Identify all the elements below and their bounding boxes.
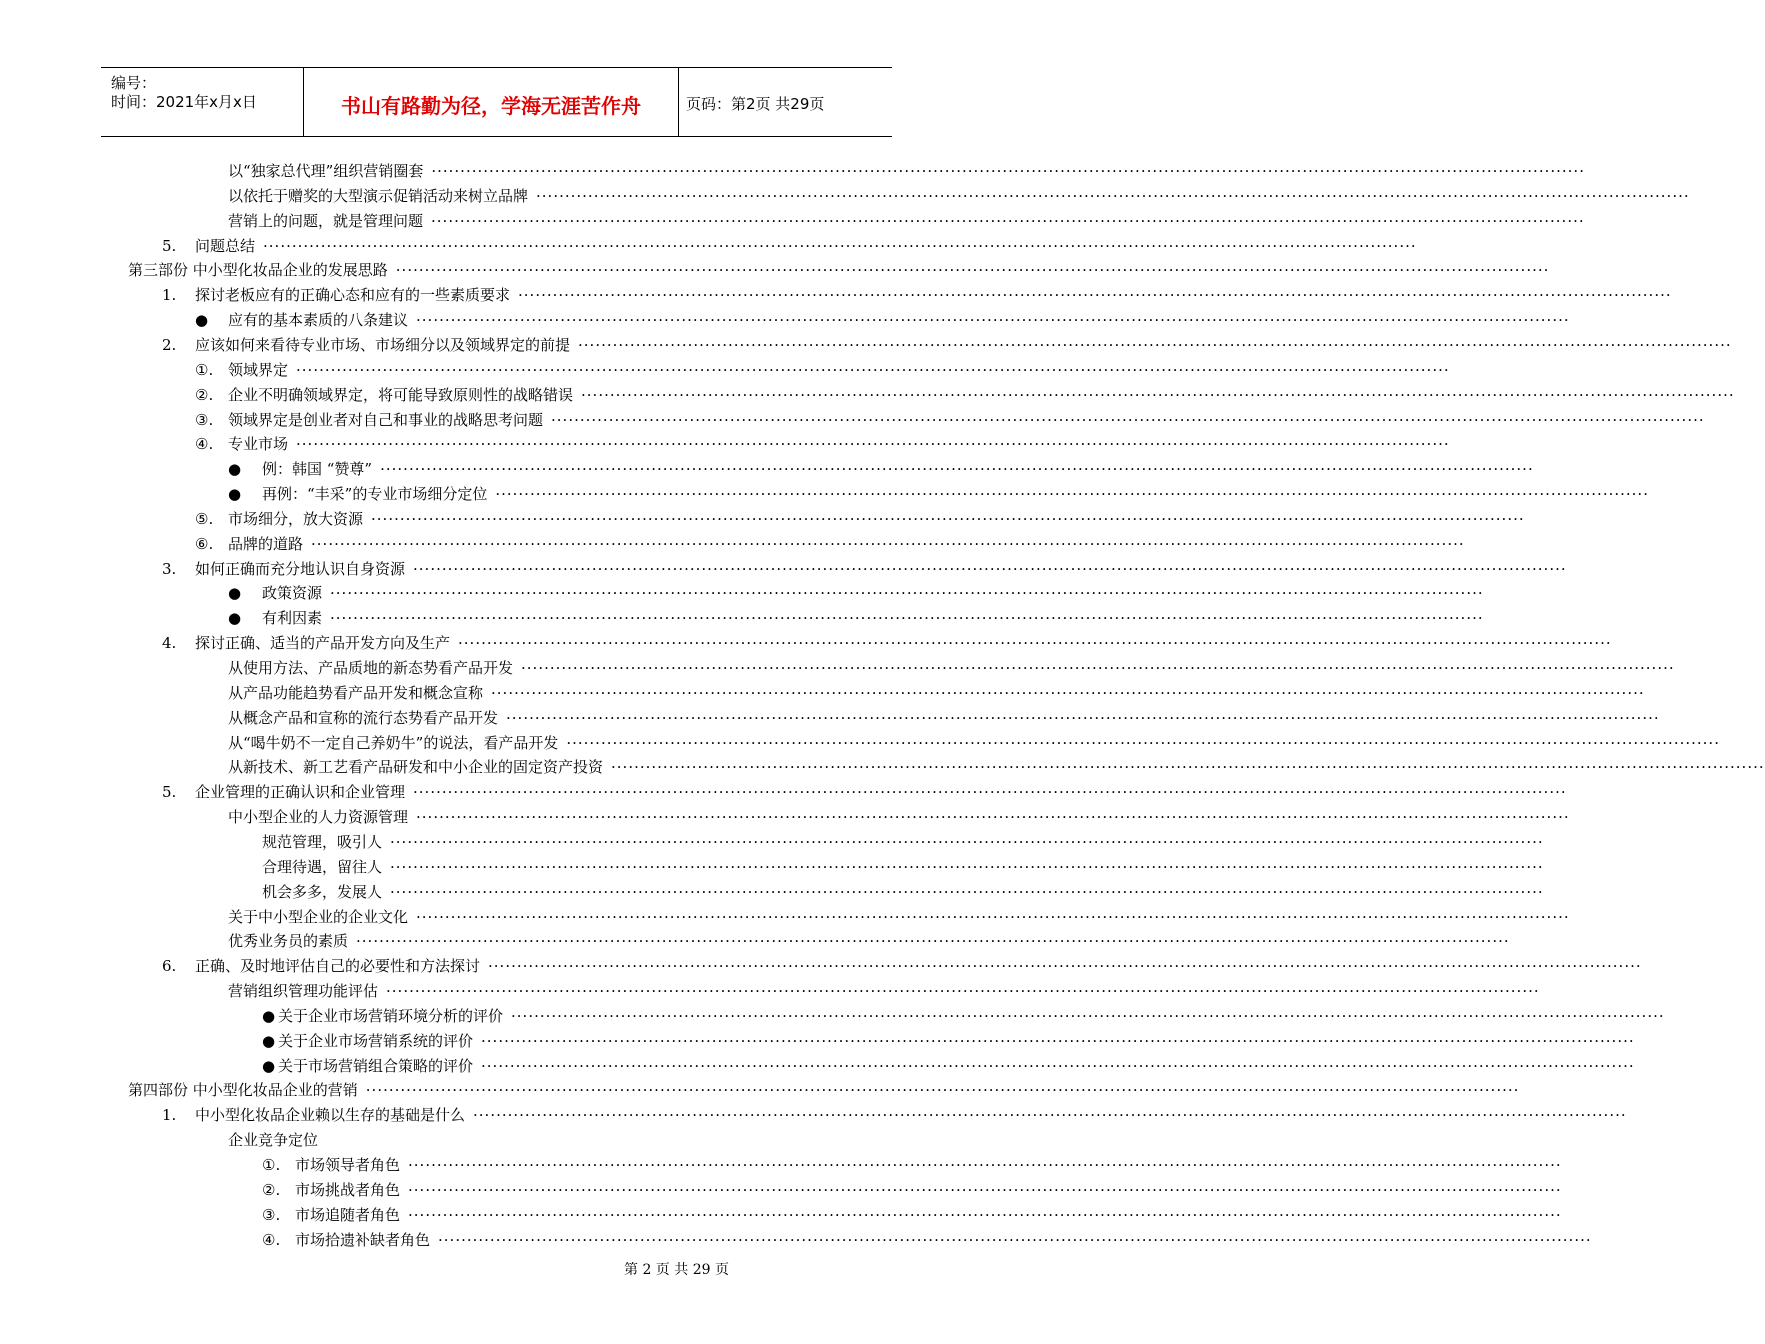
toc-entry[interactable] xyxy=(0,756,1765,778)
toc-entry-number: ④. xyxy=(262,1230,281,1249)
toc-entry-title: 关于企业市场营销环境分析的评价 xyxy=(278,1006,504,1025)
toc-entry-number: 5. xyxy=(162,236,177,255)
header-meta-cell xyxy=(101,68,303,136)
time-label: 时间：2021年x月x日 xyxy=(111,93,257,111)
toc-entry-title: 品牌的道路 xyxy=(228,534,304,553)
toc-entry-title: 问题总结 xyxy=(195,236,256,255)
toc-entry[interactable] xyxy=(0,582,1484,604)
toc-leader-dots: ········································································································································································································ xyxy=(536,186,1690,205)
bullet-icon: ● xyxy=(262,1006,276,1025)
toc-entry-number: ①. xyxy=(262,1156,281,1174)
toc-entry-title: 关于中小型企业的企业文化 xyxy=(228,907,409,926)
toc-entry[interactable] xyxy=(0,732,1720,754)
toc-entry-title: 从产品功能趋势看产品开发和概念宣称 xyxy=(228,683,484,702)
toc-entry[interactable] xyxy=(0,309,1570,331)
toc-entry[interactable] xyxy=(0,433,1450,455)
toc-leader-dots: ········································································································································································································ xyxy=(416,907,1570,926)
bullet-icon: ● xyxy=(228,609,242,628)
toc-leader-dots: ········································································································································································································ xyxy=(371,509,1525,528)
toc-leader-dots: ········································································································································································································ xyxy=(395,261,1550,280)
toc-entry[interactable] xyxy=(0,508,1525,530)
toc-entry-title: 以依托于赠奖的大型演示促销活动来树立品牌 xyxy=(228,186,529,205)
toc-leader-dots: ········································································································································································································ xyxy=(506,708,1660,727)
toc-leader-dots: ········································································································································································································ xyxy=(380,460,1534,479)
toc-entry-number: ③. xyxy=(262,1205,281,1224)
page-header xyxy=(101,67,892,137)
toc-entry[interactable] xyxy=(0,682,1645,704)
toc-entry-title: 关于企业市场营销系统的评价 xyxy=(278,1031,474,1050)
toc-leader-dots: ········································································································································································································ xyxy=(521,659,1675,677)
toc-leader-dots: ········································································································································································································ xyxy=(481,1031,1635,1050)
header-page-cell xyxy=(678,68,892,136)
toc-leader-dots: ········································································································································································································ xyxy=(413,559,1567,578)
toc-entry[interactable] xyxy=(0,781,1567,803)
page-footer: 第 2 页 共 29 页 xyxy=(624,1262,729,1278)
toc-leader-dots: ········································································································································································································ xyxy=(431,211,1585,230)
toc-leader-dots: ········································································································································································································ xyxy=(416,808,1570,827)
toc-leader-dots: ········································································································································································································ xyxy=(511,1006,1665,1025)
toc-leader-dots: ········································································································································································································ xyxy=(611,758,1765,777)
toc-leader-dots: ········································································································································································································ xyxy=(481,1056,1635,1075)
toc-entry-title: 第三部份 中小型化妆品企业的发展思路 xyxy=(128,261,388,280)
toc-entry[interactable] xyxy=(0,1079,1520,1101)
toc-entry[interactable] xyxy=(0,235,1417,257)
toc-entry[interactable] xyxy=(0,906,1570,928)
toc-entry-title: 企业不明确领域界定，将可能导致原则性的战略错误 xyxy=(228,385,574,404)
toc-entry[interactable] xyxy=(0,1104,1627,1126)
toc-leader-dots: ········································································································································································································ xyxy=(458,634,1612,653)
toc-leader-dots: ········································································································································································································ xyxy=(408,1156,1562,1174)
toc-entry-title: 从“喝牛奶不一定自己养奶牛”的说法，看产品开发 xyxy=(228,733,559,752)
toc-leader-dots: ········································································································································································································ xyxy=(390,882,1544,901)
toc-entry-title: 营销组织管理功能评估 xyxy=(228,982,379,1001)
toc-entry-title: 市场拾遗补缺者角色 xyxy=(295,1230,431,1249)
toc-entry[interactable] xyxy=(0,160,1585,182)
toc-entry-title: 政策资源 xyxy=(262,584,323,603)
bullet-icon: ● xyxy=(262,1056,276,1075)
toc-entry[interactable] xyxy=(0,558,1567,580)
serial-label: 编号： xyxy=(111,74,157,92)
toc-entry-title: 探讨老板应有的正确心态和应有的一些素质要求 xyxy=(195,286,511,305)
bullet-icon: ● xyxy=(228,485,242,504)
toc-entry-title: 应该如何来看待专业市场、市场细分以及领域界定的前提 xyxy=(195,335,571,354)
toc-entry[interactable] xyxy=(0,980,1540,1002)
toc-entry[interactable] xyxy=(0,533,1465,555)
toc-entry-title: 领域界定是创业者对自己和事业的战略思考问题 xyxy=(228,410,544,429)
toc-entry[interactable] xyxy=(0,657,1675,679)
toc-entry-title: 领域界定 xyxy=(228,360,289,379)
toc-leader-dots: ········································································································································································································ xyxy=(311,534,1465,553)
toc-entry-title: 如何正确而充分地认识自身资源 xyxy=(195,559,406,578)
toc-leader-dots: ········································································································································································································ xyxy=(473,1106,1627,1125)
toc-entry-title: 有利因素 xyxy=(262,609,323,628)
toc-leader-dots: ········································································································································································································ xyxy=(330,609,1484,628)
toc-entry[interactable] xyxy=(0,707,1660,729)
bullet-icon: ● xyxy=(262,1031,276,1050)
toc-entry-title: 例：韩国 “赞尊” xyxy=(262,460,373,479)
toc-entry-title: 中小型企业的人力资源管理 xyxy=(228,808,409,827)
toc-entry-title: 市场领导者角色 xyxy=(295,1156,401,1174)
toc-entry[interactable] xyxy=(0,210,1585,232)
toc-entry-title: 合理待遇，留往人 xyxy=(262,857,383,876)
toc-entry-number: 1. xyxy=(162,1106,177,1125)
toc-entry-title: 企业管理的正确认识和企业管理 xyxy=(195,783,406,802)
toc-entry-number: 3. xyxy=(162,559,177,578)
toc-entry[interactable] xyxy=(0,284,1672,306)
toc-leader-dots: ········································································································································································································ xyxy=(416,311,1570,330)
toc-leader-dots: ········································································································································································································ xyxy=(518,286,1672,305)
toc-entry-title: 从新技术、新工艺看产品研发和中小企业的固定资产投资 xyxy=(228,758,604,777)
toc-entry-number: 5. xyxy=(162,783,177,802)
toc-entry[interactable] xyxy=(0,806,1570,828)
toc-leader-dots: ········································································································································································································ xyxy=(408,1205,1562,1224)
toc-leader-dots: ········································································································································································································ xyxy=(431,162,1585,180)
toc-entry[interactable] xyxy=(0,1204,1562,1226)
toc-entry[interactable] xyxy=(0,1179,1562,1201)
toc-entry-number: ④. xyxy=(195,435,214,454)
toc-leader-dots: ········································································································································································································ xyxy=(581,385,1735,404)
toc-entry-title: 市场细分，放大资源 xyxy=(228,509,364,528)
bullet-icon: ● xyxy=(228,460,242,479)
toc-entry-title: 应有的基本素质的八条建议 xyxy=(228,311,409,330)
toc-leader-dots: ········································································································································································································ xyxy=(488,957,1642,976)
toc-entry[interactable] xyxy=(0,930,1510,952)
toc-entry[interactable] xyxy=(0,1005,1665,1027)
toc-entry-title: 关于市场营销组合策略的评价 xyxy=(278,1056,474,1075)
toc-leader-dots: ········································································································································································································ xyxy=(296,435,1450,454)
toc-entry[interactable] xyxy=(0,259,1550,281)
toc-entry-title: 机会多多，发展人 xyxy=(262,882,383,901)
toc-entry-title: 市场挑战者角色 xyxy=(295,1180,401,1199)
toc-leader-dots: ········································································································································································································ xyxy=(408,1180,1562,1199)
bullet-icon: ● xyxy=(228,584,242,603)
toc-entry[interactable] xyxy=(0,831,1544,853)
toc-entry[interactable] xyxy=(0,632,1612,654)
toc-entry-number: ①. xyxy=(195,360,214,379)
toc-entry[interactable] xyxy=(0,955,1642,977)
toc-entry-title: 中小型化妆品企业赖以生存的基础是什么 xyxy=(195,1106,466,1125)
toc-leader-dots: ········································································································································································································ xyxy=(386,982,1540,1001)
toc-entry-title: 探讨正确、适当的产品开发方向及生产 xyxy=(195,634,451,653)
toc-entry[interactable] xyxy=(0,483,1649,505)
toc-entry-title: 第四部份 中小型化妆品企业的营销 xyxy=(128,1081,358,1100)
toc-entry-title: 优秀业务员的素质 xyxy=(228,932,349,951)
toc-entry[interactable] xyxy=(0,856,1544,878)
toc-entry[interactable] xyxy=(0,185,1690,207)
toc-entry-title: 市场追随者角色 xyxy=(295,1205,401,1224)
toc-entry[interactable] xyxy=(0,1129,950,1151)
toc-entry[interactable] xyxy=(0,334,1732,356)
header-motto-cell xyxy=(303,68,679,136)
toc-entry-number: ②. xyxy=(262,1180,281,1199)
toc-leader-dots: ········································································································································································································ xyxy=(495,485,1649,504)
toc-leader-dots: ········································································································································································································ xyxy=(296,360,1450,379)
toc-entry-title: 以“独家总代理”组织营销圈套 xyxy=(228,162,424,180)
toc-entry-title: 从使用方法、产品质地的新态势看产品开发 xyxy=(228,659,514,677)
motto-text: 书山有路勤为径，学海无涯苦作舟 xyxy=(341,94,641,118)
toc-entry[interactable] xyxy=(0,1154,1562,1176)
toc-leader-dots: ········································································································································································································ xyxy=(390,857,1544,876)
toc-entry-title: 从概念产品和宣称的流行态势看产品开发 xyxy=(228,708,499,727)
toc-leader-dots: ········································································································································································································ xyxy=(491,683,1645,702)
page-number-label: 页码：第2页 共29页 xyxy=(686,95,825,113)
toc-leader-dots: ········································································································································································································ xyxy=(390,832,1544,851)
toc-entry-title: 再例：“丰采”的专业市场细分定位 xyxy=(262,485,488,504)
toc-entry[interactable] xyxy=(0,1229,1592,1251)
toc-entry-number: ③. xyxy=(195,410,214,429)
toc-entry-number: 4. xyxy=(162,634,177,653)
bullet-icon: ● xyxy=(195,311,209,330)
toc-entry-number: 1. xyxy=(162,286,177,305)
toc-entry[interactable] xyxy=(0,881,1544,903)
toc-entry-title: 规范管理，吸引人 xyxy=(262,832,383,851)
toc-leader-dots: ········································································································································································································ xyxy=(578,335,1732,354)
toc-entry-title: 专业市场 xyxy=(228,435,289,454)
toc-entry[interactable] xyxy=(0,359,1450,381)
toc-entry[interactable] xyxy=(0,409,1705,431)
toc-leader-dots: ········································································································································································································ xyxy=(356,932,1510,951)
toc-entry-number: ⑤. xyxy=(195,509,214,528)
toc-entry-title: 企业竞争定位 xyxy=(228,1131,319,1150)
toc-leader-dots: ········································································································································································································ xyxy=(330,584,1484,603)
toc-entry[interactable] xyxy=(0,458,1534,480)
toc-leader-dots: ········································································································································································································ xyxy=(365,1081,1520,1100)
toc-entry-title: 正确、及时地评估自己的必要性和方法探讨 xyxy=(195,957,481,976)
toc-leader-dots: ········································································································································································································ xyxy=(413,783,1567,802)
toc-entry-number: 2. xyxy=(162,335,177,354)
toc-entry-number: ②. xyxy=(195,385,214,404)
toc-entry[interactable] xyxy=(0,384,1735,406)
toc-entry-title: 营销上的问题，就是管理问题 xyxy=(228,211,424,230)
toc-entry[interactable] xyxy=(0,1055,1635,1077)
toc-leader-dots: ········································································································································································································ xyxy=(566,733,1720,752)
toc-leader-dots: ········································································································································································································ xyxy=(551,410,1705,429)
toc-entry[interactable] xyxy=(0,1030,1635,1052)
toc-entry-number: ⑥. xyxy=(195,534,214,553)
toc-leader-dots: ········································································································································································································ xyxy=(438,1230,1592,1249)
toc-entry-number: 6. xyxy=(162,957,177,976)
toc-leader-dots: ········································································································································································································ xyxy=(263,236,1417,255)
toc-entry[interactable] xyxy=(0,607,1484,629)
